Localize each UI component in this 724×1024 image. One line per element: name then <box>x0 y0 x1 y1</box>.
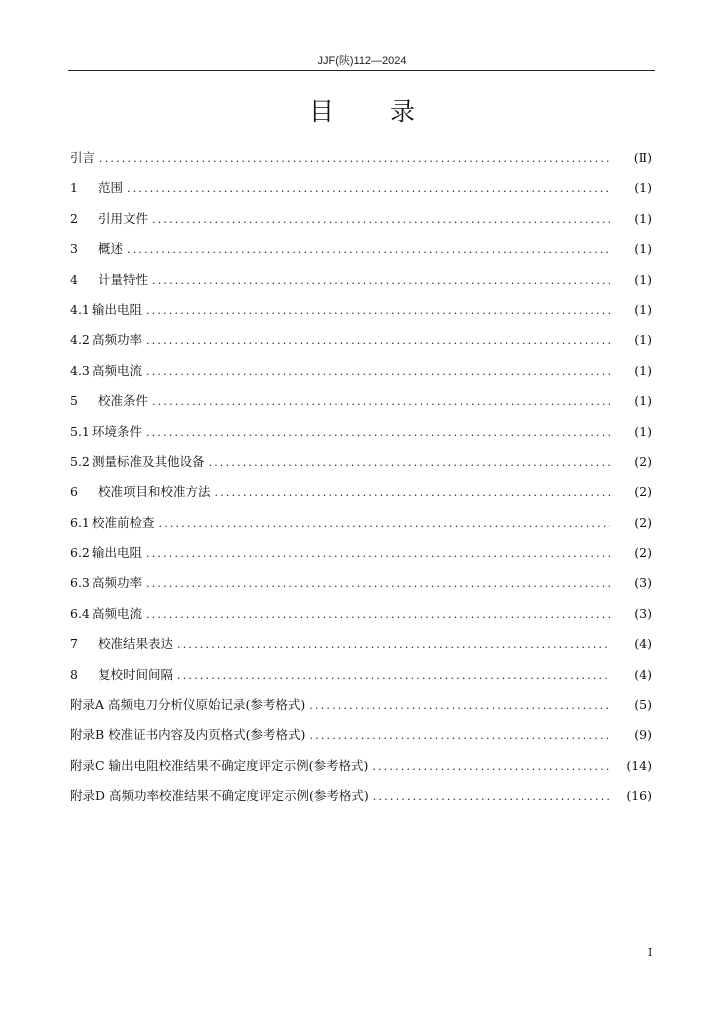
toc-entry-number: 6.4 <box>70 605 90 621</box>
toc-entry-number: 附录D <box>70 788 106 804</box>
toc-leader-dots <box>215 483 610 503</box>
header-divider <box>68 70 655 71</box>
toc-entry-page: (9) <box>634 727 652 743</box>
toc-entry-label: 高频电流 <box>92 605 143 621</box>
toc-entry[interactable] <box>70 239 652 269</box>
toc-entry[interactable] <box>70 695 652 725</box>
toc-entry-number: 附录C <box>70 757 105 773</box>
toc-entry-number: 6.1 <box>70 514 90 530</box>
toc-leader-dots <box>209 453 610 473</box>
toc-entry-page: (16) <box>626 788 652 804</box>
toc-entry[interactable] <box>70 604 652 634</box>
toc-entry-number: 5.2 <box>70 453 90 469</box>
toc-entry-page: (Ⅱ) <box>633 150 652 165</box>
toc-entry[interactable] <box>70 513 652 543</box>
toc-leader-dots <box>152 271 610 291</box>
toc-leader-dots <box>146 544 610 564</box>
toc-entry-number: 3 <box>70 241 78 257</box>
toc-entry-label: 校准结果表达 <box>98 636 174 652</box>
toc-entry-number: 7 <box>70 636 78 652</box>
title-char-2: 录 <box>390 97 416 126</box>
toc-entry-number: 8 <box>70 666 78 682</box>
toc-entry-page: (1) <box>634 301 652 317</box>
toc-entry-label: 概述 <box>98 241 124 257</box>
title-char-1: 目 <box>308 97 334 126</box>
toc-entry[interactable] <box>70 391 652 421</box>
toc-entry-page: (1) <box>634 241 652 257</box>
toc-leader-dots <box>177 666 610 686</box>
toc-entry-page: (3) <box>634 605 652 621</box>
toc-leader-dots <box>373 787 610 807</box>
toc-entry[interactable] <box>70 300 652 330</box>
toc-leader-dots <box>146 605 610 625</box>
toc-entry-number: 4.3 <box>70 362 90 378</box>
toc-entry-page: (4) <box>634 636 652 652</box>
toc-entry-label: 校准项目和校准方法 <box>98 484 211 500</box>
toc-entry-label: 引言 <box>70 150 96 165</box>
toc-entry-label: 引用文件 <box>98 210 149 226</box>
toc-entry-page: (1) <box>634 393 652 409</box>
toc-entry-number: 4.1 <box>70 301 90 317</box>
toc-entry-label: 输出电阻 <box>92 301 143 317</box>
toc-leader-dots <box>146 301 610 321</box>
toc-entry[interactable] <box>70 270 652 300</box>
toc-entry-label: 输出电阻 <box>92 545 143 561</box>
toc-entry-label: 校准证书内容及内页格式(参考格式) <box>108 727 306 743</box>
toc-entry[interactable] <box>70 178 652 208</box>
toc-entry[interactable] <box>70 482 652 512</box>
toc-entry-number: 5.1 <box>70 423 90 439</box>
toc-entry-label: 高频功率 <box>92 575 143 591</box>
toc-leader-dots <box>146 574 610 594</box>
toc-entry-page: (5) <box>634 697 652 713</box>
toc-entry-label: 高频电流 <box>92 362 143 378</box>
toc-entry-number: 5 <box>70 393 78 409</box>
toc-leader-dots <box>127 240 610 260</box>
toc-entry-page: (1) <box>634 271 652 287</box>
toc-leader-dots <box>372 757 610 777</box>
toc-entry-label: 高频功率 <box>92 332 143 348</box>
toc-entry-label: 校准条件 <box>98 393 149 409</box>
toc-entry[interactable] <box>70 209 652 239</box>
toc-leader-dots <box>146 423 610 443</box>
toc-entry-label: 复校时间间隔 <box>98 666 174 682</box>
toc-entry-page: (2) <box>634 484 652 500</box>
toc-entry[interactable] <box>70 786 652 816</box>
toc-entry[interactable] <box>70 452 652 482</box>
toc-leader-dots <box>152 210 610 230</box>
toc-entry-page: (2) <box>634 545 652 561</box>
toc-entry[interactable] <box>70 148 652 178</box>
toc-entry-label: 输出电阻校准结果不确定度评定示例(参考格式) <box>108 757 369 773</box>
toc-leader-dots <box>159 514 610 534</box>
toc-entry-label: 测量标准及其他设备 <box>92 453 205 469</box>
toc-entry[interactable] <box>70 330 652 360</box>
toc-entry-page: (1) <box>634 332 652 348</box>
toc-entry-page: (4) <box>634 666 652 682</box>
toc-leader-dots <box>177 635 610 655</box>
toc-entry[interactable] <box>70 665 652 695</box>
toc-entry-page: (1) <box>634 210 652 226</box>
table-of-contents <box>70 148 652 817</box>
toc-entry-number: 2 <box>70 210 78 226</box>
toc-entry[interactable] <box>70 634 652 664</box>
standard-code-header: JJF(陕)112—2024 <box>317 55 407 67</box>
toc-leader-dots <box>152 392 610 412</box>
toc-entry-label: 范围 <box>98 180 124 196</box>
toc-entry-number: 附录A <box>70 697 105 713</box>
toc-entry-label: 校准前检查 <box>92 514 155 530</box>
toc-entry-number: 6 <box>70 484 78 500</box>
toc-entry[interactable] <box>70 361 652 391</box>
toc-entry-page: (2) <box>634 514 652 530</box>
toc-leader-dots <box>146 362 610 382</box>
page-title <box>0 92 724 128</box>
toc-leader-dots <box>146 331 610 351</box>
toc-entry-page: (2) <box>634 453 652 469</box>
toc-leader-dots <box>309 726 610 746</box>
toc-entry-number: 4 <box>70 271 78 287</box>
toc-entry-label: 高频功率校准结果不确定度评定示例(参考格式) <box>109 788 369 804</box>
toc-entry-page: (3) <box>634 575 652 591</box>
toc-entry-number: 附录B <box>70 727 105 743</box>
toc-entry-page: (14) <box>626 757 652 773</box>
toc-entry-number: 1 <box>70 180 78 196</box>
toc-entry[interactable] <box>70 725 652 755</box>
toc-leader-dots <box>309 696 610 716</box>
toc-entry-label: 计量特性 <box>98 271 149 287</box>
toc-entry-number: 6.2 <box>70 545 90 561</box>
toc-entry-label: 环境条件 <box>92 423 143 439</box>
toc-entry[interactable] <box>70 573 652 603</box>
toc-entry-label: 高频电刀分析仪原始记录(参考格式) <box>108 697 306 713</box>
toc-entry-page: (1) <box>634 180 652 196</box>
toc-entry-number: 4.2 <box>70 332 90 348</box>
page-number: I <box>648 946 653 959</box>
toc-leader-dots <box>99 149 610 169</box>
toc-entry-number: 6.3 <box>70 575 90 591</box>
toc-entry-page: (1) <box>634 362 652 378</box>
toc-entry[interactable] <box>70 422 652 452</box>
toc-leader-dots <box>127 179 610 199</box>
toc-entry[interactable] <box>70 756 652 786</box>
toc-entry[interactable] <box>70 543 652 573</box>
toc-entry-page: (1) <box>634 423 652 439</box>
